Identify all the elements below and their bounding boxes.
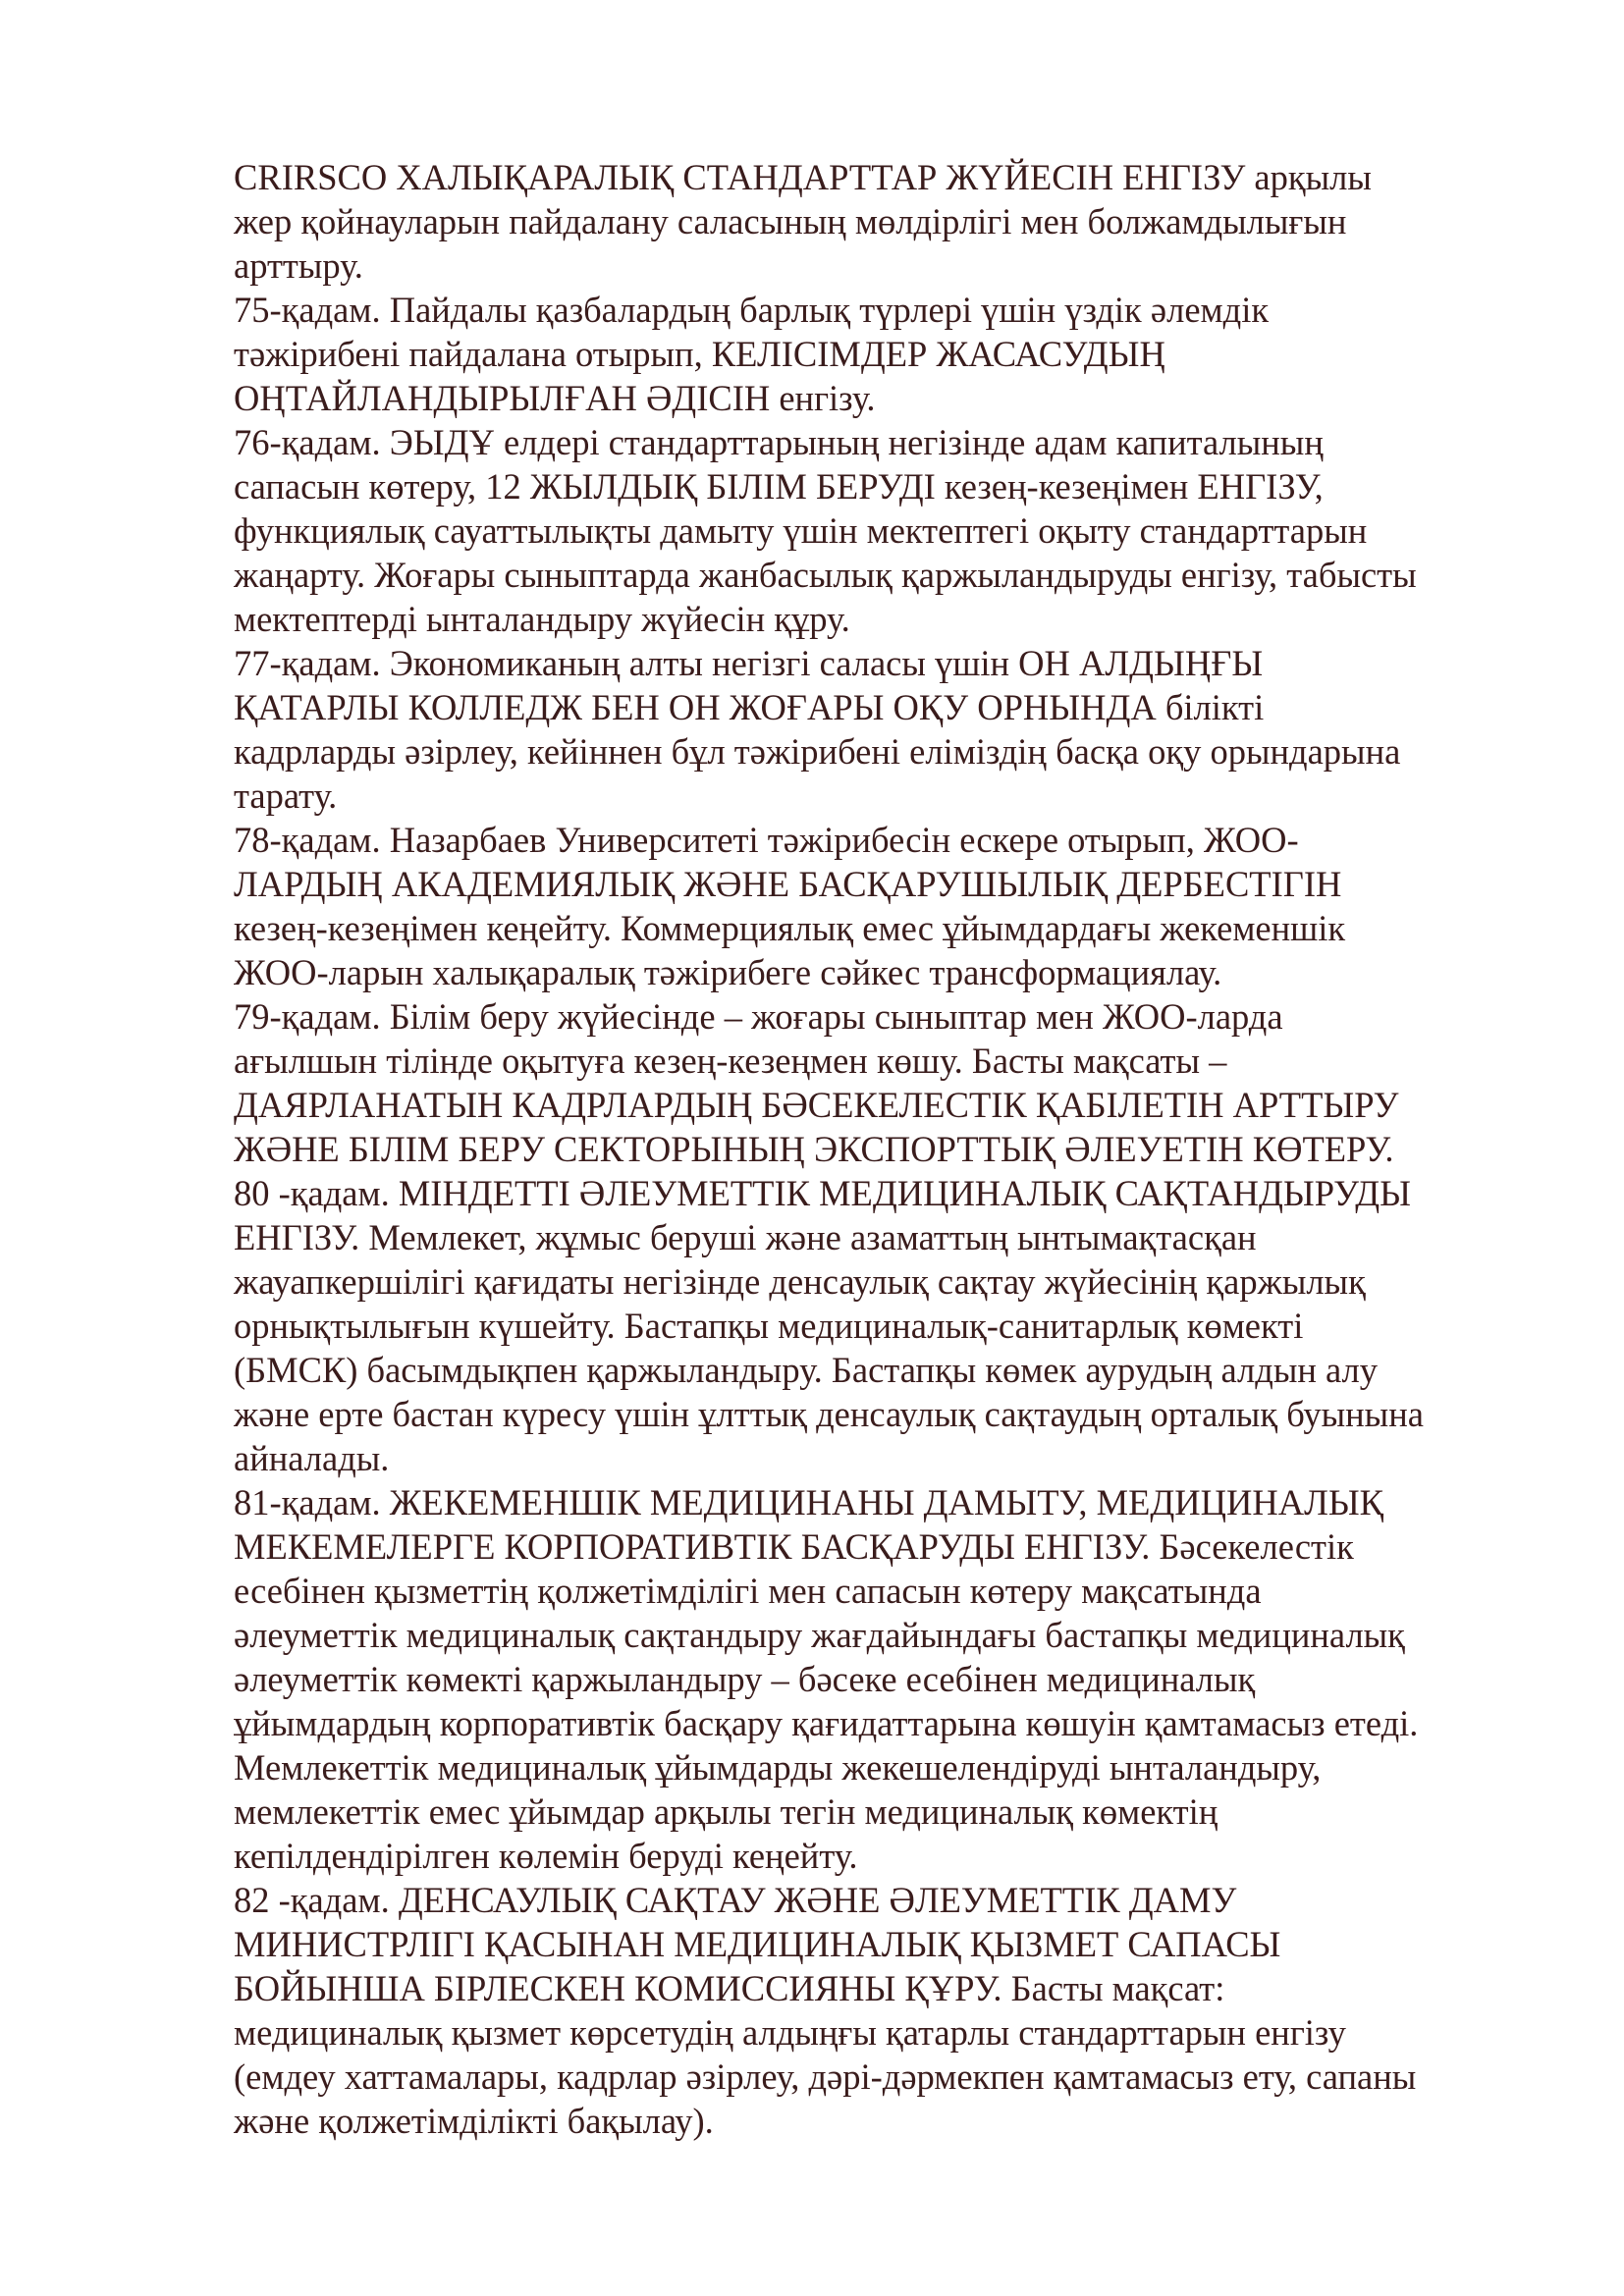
text-line: ұйымдардың корпоративтік басқару қағидаттарына көшуін қамтамасыз етеді.	[234, 1703, 1419, 1743]
text-line: жаңарту. Жоғары сыныптарда жанбасылық қаржыландыруды енгізу, табысты	[234, 555, 1417, 595]
text-line: 76-қадам. ЭЫДҰ елдері стандарттарының негізінде адам капиталының	[234, 422, 1324, 462]
text-line: 75-қадам. Пайдалы қазбалардың барлық түрлері үшін үздік әлемдік	[234, 290, 1270, 330]
paragraph	[234, 641, 1530, 818]
text-line: кадрларды әзірлеу, кейіннен бұл тәжірибені еліміздің басқа оқу орындарына	[234, 731, 1401, 772]
text-line: тәжірибені пайдалана отырып, КЕЛІСІМДЕР ЖАСАСУДЫҢ	[234, 334, 1165, 374]
text-line: ЖОО-ларын халықаралық тәжірибеге сәйкес трансформациялау.	[234, 952, 1222, 992]
text-line: ағылшын тілінде оқытуға кезең-кезеңмен көшу. Басты мақсаты –	[234, 1041, 1227, 1081]
paragraph	[234, 818, 1530, 994]
text-line: (емдеу хаттамалары, кадрлар әзірлеу, дәрі-дәрмекпен қамтамасыз ету, сапаны	[234, 2056, 1417, 2097]
text-line: 81-қадам. ЖЕКЕМЕНШІК МЕДИЦИНАНЫ ДАМЫТУ, МЕДИЦИНАЛЫҚ	[234, 1482, 1384, 1522]
paragraph	[234, 155, 1530, 288]
text-line: кезең-кезеңімен кеңейту. Коммерциялық емес ұйымдардағы жекеменшік	[234, 908, 1346, 948]
text-line: ЖӘНЕ БІЛІМ БЕРУ СЕКТОРЫНЫҢ ЭКСПОРТТЫҚ ӘЛЕУЕТІН КӨТЕРУ.	[234, 1129, 1394, 1169]
text-line: (БМСК) басымдықпен қаржыландыру. Бастапқы көмек аурудың алдын алу	[234, 1350, 1379, 1390]
text-line: және ерте бастан күресу үшін ұлттық денсаулық сақтаудың орталық буынына	[234, 1394, 1424, 1434]
paragraph	[234, 1480, 1530, 1878]
text-line: әлеуметтік көмекті қаржыландыру – бәсеке есебінен медициналық	[234, 1659, 1256, 1699]
text-line: сапасын көтеру, 12 ЖЫЛДЫҚ БІЛІМ БЕРУДІ кезең-кезеңімен ЕНГІЗУ,	[234, 466, 1324, 507]
paragraph	[234, 994, 1530, 1171]
text-line: медициналық қызмет көрсетудің алдыңғы қатарлы стандарттарын енгізу	[234, 2012, 1346, 2053]
text-line: ЛАРДЫҢ АКАДЕМИЯЛЫҚ ЖӘНЕ БАСҚАРУШЫЛЫҚ ДЕРБЕСТІГІН	[234, 864, 1342, 904]
text-line: орнықтылығын күшейту. Бастапқы медициналық-санитарлық көмекті	[234, 1306, 1304, 1346]
text-line: функциялық сауаттылықты дамыту үшін мектептегі оқыту стандарттарын	[234, 510, 1368, 551]
paragraph	[234, 288, 1530, 420]
text-line: 79-қадам. Білім беру жүйесінде – жоғары сыныптар мен ЖОО-ларда	[234, 996, 1283, 1037]
text-line: айналады.	[234, 1438, 390, 1478]
document-page	[234, 155, 1530, 2143]
text-line: 82 -қадам. ДЕНСАУЛЫҚ САҚТАУ ЖӘНЕ ӘЛЕУМЕТТІК ДАМУ	[234, 1880, 1237, 1920]
text-line: әлеуметтік медициналық сақтандыру жағдайындағы бастапқы медициналық	[234, 1615, 1405, 1655]
text-line: мектептерді ынталандыру жүйесін құру.	[234, 599, 850, 639]
paragraph	[234, 1171, 1530, 1480]
text-line: CRIRSCO ХАЛЫҚАРАЛЫҚ СТАНДАРТТАР ЖҮЙЕСІН ЕНГІЗУ арқылы	[234, 157, 1372, 197]
text-line: МЕКЕМЕЛЕРГЕ КОРПОРАТИВТІК БАСҚАРУДЫ ЕНГІЗУ. Бәсекелестік	[234, 1526, 1354, 1567]
text-line: ДАЯРЛАНАТЫН КАДРЛАРДЫҢ БӘСЕКЕЛЕСТІК ҚАБІЛЕТІН АРТТЫРУ	[234, 1085, 1399, 1125]
text-line: арттыру.	[234, 245, 363, 286]
text-line: және қолжетімділікті бақылау).	[234, 2101, 714, 2141]
paragraph	[234, 420, 1530, 641]
text-line: мемлекеттік емес ұйымдар арқылы тегін медициналық көмектің	[234, 1791, 1218, 1832]
text-line: МИНИСТРЛІГІ ҚАСЫНАН МЕДИЦИНАЛЫҚ ҚЫЗМЕТ САПАСЫ	[234, 1924, 1281, 1964]
text-line: кепілдендірілген көлемін беруді кеңейту.	[234, 1836, 858, 1876]
paragraph	[234, 1878, 1530, 2143]
text-line: тарату.	[234, 775, 338, 816]
text-line: есебінен қызметтің қолжетімділігі мен сапасын көтеру мақсатында	[234, 1571, 1262, 1611]
text-line: Мемлекеттік медициналық ұйымдарды жекешелендіруді ынталандыру,	[234, 1747, 1322, 1788]
text-line: ҚАТАРЛЫ КОЛЛЕДЖ БЕН ОН ЖОҒАРЫ ОҚУ ОРНЫНДА білікті	[234, 687, 1265, 727]
text-line: жер қойнауларын пайдалану саласының мөлдірлігі мен болжамдылығын	[234, 201, 1347, 241]
text-line: 77-қадам. Экономиканың алты негізгі саласы үшін ОН АЛДЫҢҒЫ	[234, 643, 1264, 683]
text-line: ЕНГІЗУ. Мемлекет, жұмыс беруші және азаматтың ынтымақтасқан	[234, 1217, 1257, 1257]
text-line: ОҢТАЙЛАНДЫРЫЛҒАН ӘДІСІН енгізу.	[234, 378, 876, 418]
text-line: жауапкершілігі қағидаты негізінде денсаулық сақтау жүйесінің қаржылық	[234, 1261, 1366, 1302]
text-line: 80 -қадам. МІНДЕТТІ ӘЛЕУМЕТТІК МЕДИЦИНАЛЫҚ САҚТАНДЫРУДЫ	[234, 1173, 1412, 1213]
text-line: БОЙЫНША БІРЛЕСКЕН КОМИССИЯНЫ ҚҰРУ. Басты мақсат:	[234, 1968, 1225, 2008]
text-line: 78-қадам. Назарбаев Университеті тәжірибесін ескере отырып, ЖОО-	[234, 820, 1299, 860]
